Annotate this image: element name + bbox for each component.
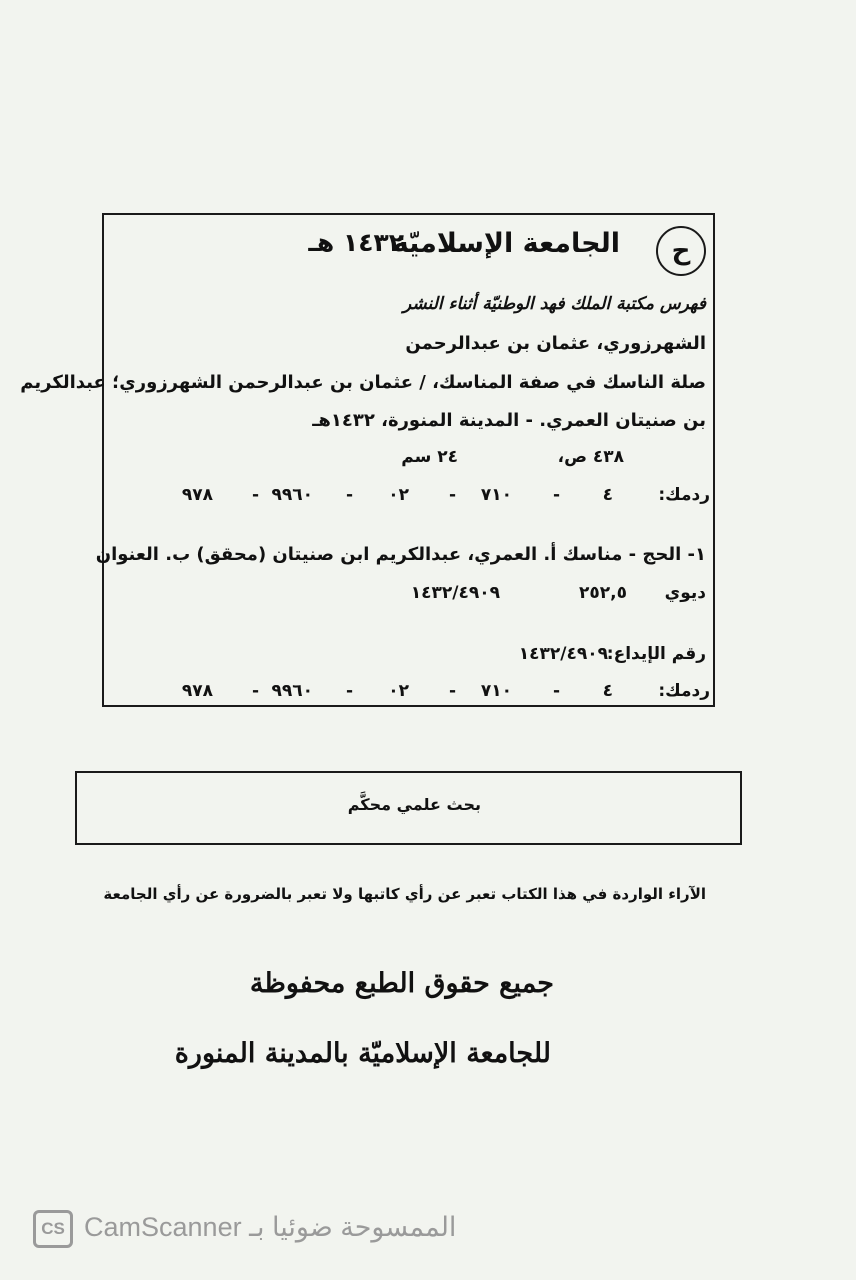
isbn-part: ٩٩٦٠	[271, 485, 313, 505]
isbn-part: ٩٩٦٠	[271, 681, 313, 701]
university-name: الجامعة الإسلاميّة	[392, 228, 620, 259]
peer-review-text: بحث علمي محكَّم	[347, 795, 481, 814]
dewey-label: ديوي	[664, 583, 706, 603]
dewey-number: ١٤٣٢/٤٩٠٩	[410, 583, 500, 603]
isbn-part: ٤	[602, 681, 613, 701]
isbn-separator: -	[251, 485, 259, 505]
dewey-value: ٢٥٢,٥	[579, 583, 627, 603]
rights-reserved-line: جميع حقوق الطبع محفوظة	[249, 968, 554, 999]
subjects-line: ١- الحج - مناسك أ. العمري، عبدالكريم ابن صنيتان (محقق) ب. العنوان	[95, 544, 706, 565]
isbn-separator: -	[345, 485, 353, 505]
isbn-separator: -	[552, 681, 560, 701]
isbn-separator: -	[552, 485, 560, 505]
isbn-separator: -	[251, 681, 259, 701]
isbn-separator: -	[448, 485, 456, 505]
deposit-label: رقم الإيداع:	[606, 644, 706, 664]
disclaimer-text: الآراء الواردة في هذا الكتاب تعبر عن رأي كاتبها ولا تعبر بالضرورة عن رأي الجامعة	[103, 885, 706, 903]
camscanner-logo-icon	[33, 1210, 73, 1248]
isbn-label: ردمك:	[658, 485, 710, 505]
publication-year: ١٤٣٢ هـ	[308, 228, 404, 257]
isbn-row-repeat	[0, 681, 856, 705]
copyright-symbol	[656, 226, 706, 276]
isbn-part: ٧١٠	[480, 681, 512, 701]
book-size: ٢٤ سم	[401, 447, 458, 467]
camscanner-watermark: CamScanner الممسوحة ضوئيا بـ	[84, 1212, 457, 1242]
isbn-separator: -	[448, 681, 456, 701]
deposit-value: ١٤٣٢/٤٩٠٩	[518, 644, 608, 664]
isbn-label: ردمك:	[658, 681, 710, 701]
copyright-symbol-text: ح	[671, 236, 691, 266]
isbn-part: ٠٢	[388, 485, 409, 505]
catalog-heading: فهرس مكتبة الملك فهد الوطنيّة أثناء النشر	[403, 294, 706, 314]
page-count: ٤٣٨ ص،	[557, 447, 624, 467]
title-line-2: بن صنيتان العمري. - المدينة المنورة، ١٤٣٢هـ	[312, 410, 706, 431]
isbn-row	[0, 485, 856, 509]
isbn-part: ٩٧٨	[181, 681, 213, 701]
isbn-separator: -	[345, 681, 353, 701]
isbn-part: ٤	[602, 485, 613, 505]
isbn-part: ٠٢	[388, 681, 409, 701]
isbn-part: ٧١٠	[480, 485, 512, 505]
camscanner-logo-text: CS	[41, 1219, 65, 1238]
author-line: الشهرزوري، عثمان بن عبدالرحمن	[405, 333, 706, 354]
isbn-part: ٩٧٨	[181, 485, 213, 505]
title-line-1: صلة الناسك في صفة المناسك، / عثمان بن عبدالرحمن الشهرزوري؛ عبدالكريم	[20, 372, 706, 393]
rights-holder-line: للجامعة الإسلاميّة بالمدينة المنورة	[174, 1038, 551, 1069]
